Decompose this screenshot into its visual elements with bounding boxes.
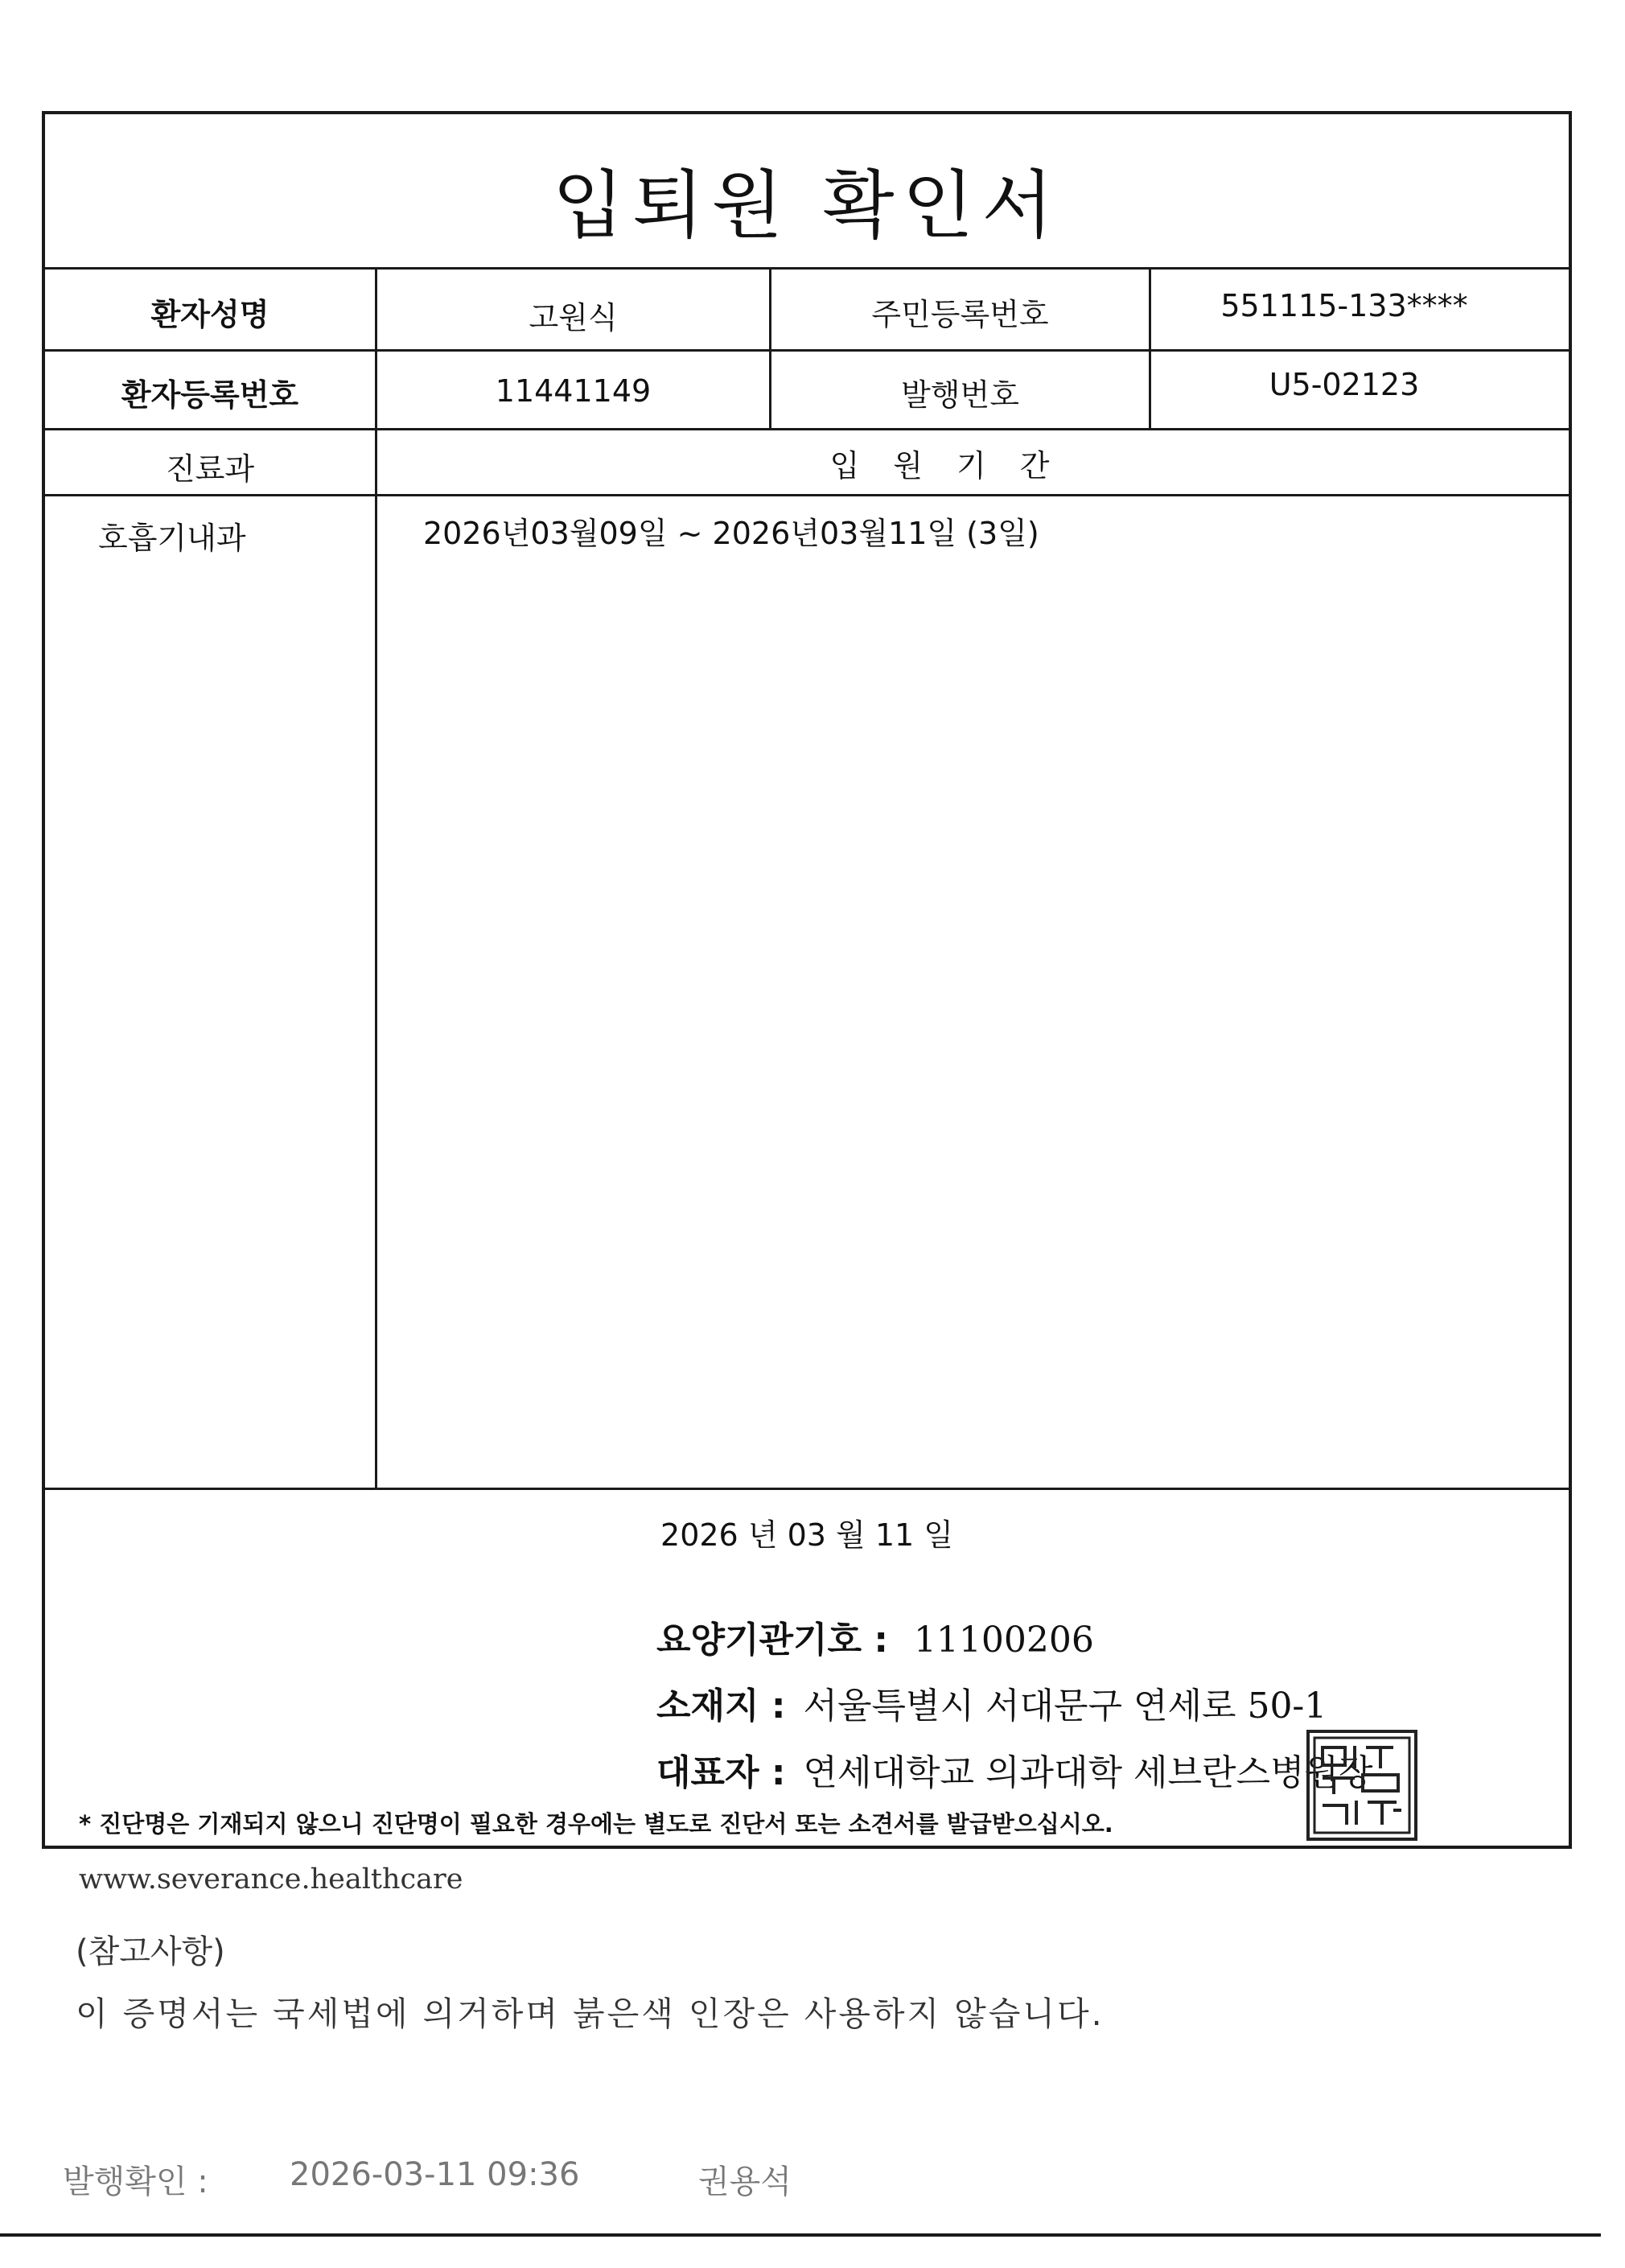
seal-pattern-icon: [1310, 1733, 1414, 1838]
institution-code-value: 11100206: [913, 1620, 1094, 1661]
patient-registration-label: 환자등록번호: [121, 377, 299, 413]
institution-code-label: 요양기관기호 :: [656, 1620, 888, 1661]
representative-line: [656, 1743, 1372, 1795]
representative-value: 연세대학교 의과대학 세브란스병원장: [803, 1752, 1373, 1793]
reference-text: 이 증명서는 국세법에 의거하며 붉은색 인장은 사용하지 않습니다.: [76, 1994, 1105, 2033]
department-label: 진료과: [165, 451, 255, 487]
hospital-website: www.severance.healthcare: [79, 1863, 463, 1895]
row3-bottom-border: [45, 494, 1569, 496]
resident-number-label: 주민등록번호: [871, 297, 1049, 332]
institution-code-line: [656, 1611, 1094, 1662]
certificate-frame: [42, 111, 1572, 1849]
body-bottom-border: [45, 1488, 1569, 1490]
bottom-rule: [0, 2233, 1601, 2237]
admission-period-value: 2026년03월09일 ~ 2026년03월11일 (3일): [423, 516, 1039, 551]
address-value: 서울특별시 서대문구 연세로 50-1: [803, 1686, 1327, 1727]
row2-bottom-border: [45, 428, 1569, 430]
reference-title: (참고사항): [76, 1933, 225, 1970]
department-value: 호흡기내과: [98, 521, 246, 556]
issue-number-value: U5-02123: [1269, 367, 1420, 402]
table-top-border: [45, 267, 1569, 270]
patient-name-value: 고원식: [529, 300, 618, 335]
address-line: [656, 1677, 1327, 1728]
patient-registration-value: 11441149: [495, 373, 652, 409]
patient-name-label: 환자성명: [150, 297, 269, 332]
document-title: 입퇴원 확인서: [552, 163, 1062, 249]
address-label: 소재지 :: [656, 1686, 786, 1727]
issuer-name: 권용석: [698, 2163, 792, 2200]
issue-confirm-datetime: 2026-03-11 09:36: [290, 2156, 580, 2193]
row1-bottom-border: [45, 349, 1569, 352]
issue-confirm-label: 발행확인 :: [63, 2163, 208, 2200]
representative-label: 대표자 :: [656, 1752, 786, 1793]
issue-date: 2026 년 03 월 11 일: [660, 1517, 953, 1553]
admission-period-label: 입원기간: [829, 448, 1084, 484]
hospital-seal: [1306, 1730, 1417, 1841]
diagnosis-notice: * 진단명은 기재되지 않으니 진단명이 필요한 경우에는 별도로 진단서 또는 소견서를 발급받으십시오.: [79, 1810, 1113, 1838]
resident-number-value: 551115-133****: [1220, 288, 1468, 323]
issue-number-label: 발행번호: [901, 377, 1019, 413]
